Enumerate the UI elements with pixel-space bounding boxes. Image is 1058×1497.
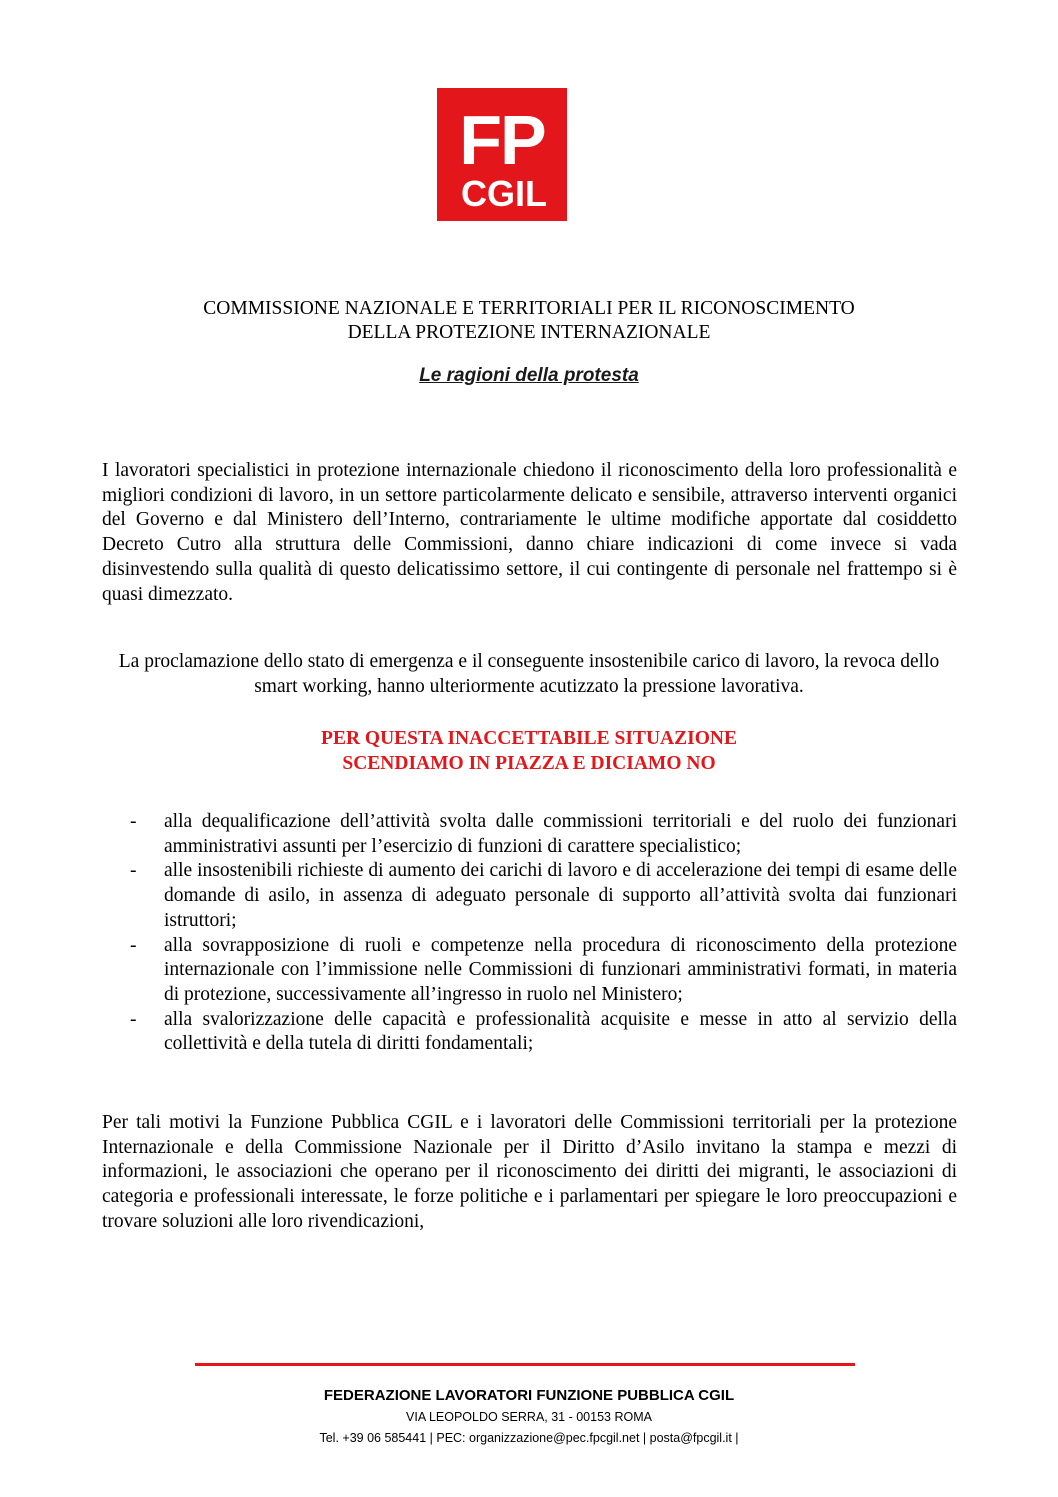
bullet-dash: - [130, 934, 137, 956]
fp-cgil-logo [437, 88, 567, 221]
logo-line-2: CGIL [461, 173, 547, 214]
list-item [130, 934, 957, 1008]
footer-divider [195, 1363, 855, 1366]
fp-cgil-logo-graphic [437, 88, 567, 221]
list-item-text: alle insostenibili richieste di aumento dei carichi di lavoro e di accelerazione dei tempi di esame delle domande di asilo, in assenza di adeguato personale di supporto all’attività svolta dai funzionari istruttori; [164, 860, 957, 931]
document-title-line-2: DELLA PROTEZIONE INTERNAZIONALE [347, 322, 711, 343]
list-item-text: alla sovrapposizione di ruoli e competenze nella procedura di riconoscimento della protezione internazionale con l’immissione nelle Commissioni di funzionari amministrativi formati, in materia di protezione, successivamente all’ingresso in ruolo nel Ministero; [164, 934, 957, 1005]
closing-paragraph: Per tali motivi la Funzione Pubblica CGIL e i lavoratori delle Commissioni territoriali per la protezione Internazionale e della Commissione Nazionale per il Diritto d’Asilo invitano la stampa e mezzi di informazioni, le associazioni che operano per il riconoscimento dei diritti dei migranti, le associazioni di categoria e professionali interessate, le forze politiche e i parlamentari per spiegare le loro preoccupazioni e trovare soluzioni alle loro rivendicazioni, [102, 1112, 957, 1232]
document-subtitle [0, 364, 1058, 388]
list-item [130, 859, 957, 933]
document-subtitle-text: Le ragioni della protesta [419, 365, 639, 386]
bullet-dash: - [130, 1008, 137, 1030]
protest-points-list [130, 810, 957, 1057]
footer-contacts: Tel. +39 06 585441 | PEC: organizzazione@pec.fpcgil.net | posta@fpcgil.it | [319, 1431, 739, 1445]
list-item [130, 1008, 957, 1057]
document-title-line-1: COMMISSIONE NAZIONALE E TERRITORIALI PER IL RICONOSCIMENTO [203, 298, 855, 319]
list-item-text: alla svalorizzazione delle capacità e professionalità acquisite e messe in atto al servizio della collettività e della tutela di diritti fondamentali; [164, 1008, 957, 1055]
bullet-dash: - [130, 811, 137, 832]
call-to-action-line-1: PER QUESTA INACCETTABILE SITUAZIONE [321, 728, 737, 749]
footer-address: VIA LEOPOLDO SERRA, 31 - 00153 ROMA [406, 1410, 652, 1424]
bullet-dash: - [130, 860, 137, 882]
call-to-action-line-2: SCENDIAMO IN PIAZZA E DICIAMO NO [342, 753, 716, 774]
logo-line-1: FP [459, 101, 545, 179]
emergency-paragraph: La proclamazione dello stato di emergenza e il conseguente insostenibile carico di lavoro, la revoca dello smart working, hanno ulteriormente acutizzato la pressione lavorativa. [118, 651, 940, 697]
footer-organization: FEDERAZIONE LAVORATORI FUNZIONE PUBBLICA CGIL [323, 1387, 735, 1404]
list-item [130, 810, 957, 859]
list-item-text: alla dequalificazione dell’attività svolta dalle commissioni territoriali e del ruolo dei funzionari amministrativi assunti per l’esercizio di funzioni di carattere specialistico; [164, 811, 957, 857]
intro-paragraph: I lavoratori specialistici in protezione internazionale chiedono il riconoscimento della loro professionalità e migliori condizioni di lavoro, in un settore particolarmente delicato e sensibile, attraverso interventi organici del Governo e dal Ministero dell’Interno, contrariamente le ultime modifiche apportate dal cosiddetto Decreto Cutro alla struttura delle Commissioni, danno chiare indicazioni di come invece si vada disinvestendo sulla qualità di questo delicatissimo settore, il cui contingente di personale nel frattempo si è quasi dimezzato. [102, 460, 957, 605]
